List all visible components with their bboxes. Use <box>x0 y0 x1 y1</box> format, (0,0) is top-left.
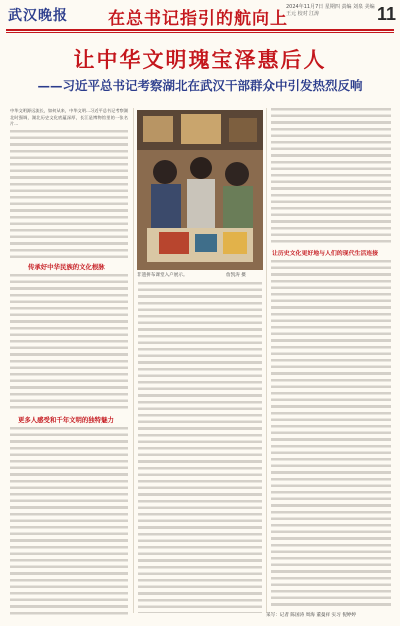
article-photo <box>137 110 263 270</box>
body-text <box>138 282 262 613</box>
lede-paragraph: 中华文明源远流长，如何从来，中华文明...习近平总书记考察湖北时强调，湖北历史文化底蕴深厚，长江是博物馆里的一张名片... <box>10 108 128 127</box>
photo-credit: 詹凯涛 摄 <box>226 273 246 278</box>
issue-meta: 2024年11月7日 星期四 责编 刘泉 美编 王元 校对 江涛 <box>286 4 375 17</box>
body-text <box>10 130 128 258</box>
photo-caption: 非遗拼布课堂入户展示。 <box>137 273 188 278</box>
page-number: 11 <box>376 4 396 24</box>
column-divider <box>133 108 134 613</box>
section-subhead: 让历史文化更好地与人们的现代生活连接 <box>272 251 379 257</box>
body-text <box>10 274 128 412</box>
headline: 让中华文明瑰宝泽惠后人 <box>73 47 327 72</box>
newspaper-logo: 武汉晚报 <box>8 8 68 24</box>
subheadline: ——习近平总书记考察湖北在武汉干部群众中引发热烈反响 <box>37 78 363 93</box>
body-text <box>271 108 391 244</box>
column-title: 在总书记指引的航向上 <box>108 9 288 29</box>
section-subhead: 传承好中华民族的文化根脉 <box>28 263 105 271</box>
body-text <box>271 260 391 608</box>
section-subhead: 更多人感受和千年文明的独特魅力 <box>18 416 114 424</box>
editor-credits: 采写：记者 陈国涛 周海 董曼祥 实习 倪婷婷 <box>266 613 356 618</box>
header-rule-thin <box>6 32 394 33</box>
header-rule <box>6 29 394 31</box>
page-header <box>0 0 400 28</box>
body-text <box>10 427 128 615</box>
column-divider <box>266 108 267 613</box>
